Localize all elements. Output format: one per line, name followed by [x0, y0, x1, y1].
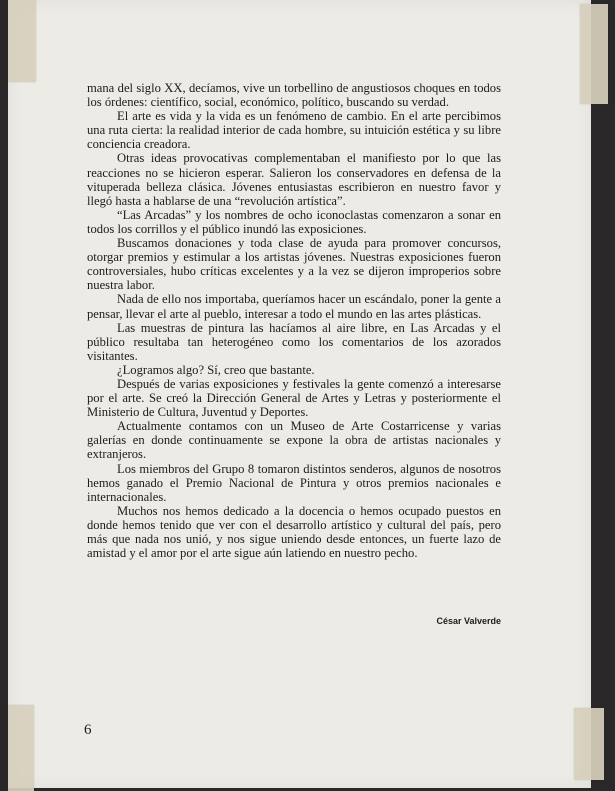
tape-bottom-right	[574, 708, 604, 780]
body-text	[87, 81, 501, 560]
paragraph: Otras ideas provocativas complementaban el manifiesto por lo que las reacciones no se hicieron esperar. Salieron los conservadores en defensa de la vituperada belleza clásica. Jóvenes entusiastas escribieron en nuestro favor y llegó hasta a hablarse de una “revolución artística”.	[87, 151, 501, 208]
tape-bottom-left	[8, 705, 34, 791]
paragraph: ¿Logramos algo? Sí, creo que bastante.	[117, 362, 315, 377]
author-signature: César Valverde	[436, 616, 501, 626]
page-number: 6	[84, 722, 92, 738]
paragraph: “Las Arcadas” y los nombres de ocho iconoclastas comenzaron a sonar en todos los corrillos y el público inundó las exposiciones.	[87, 207, 501, 236]
paragraph: Actualmente contamos con un Museo de Arte Costarricense y varias galerías en donde continuamente se expone la obra de artistas nacionales y extranjeros.	[87, 419, 501, 462]
paragraph: El arte es vida y la vida es un fenómeno de cambio. En el arte percibimos una ruta cierta: la realidad interior de cada hombre, su intuición estética y su libre conciencia creadora.	[87, 109, 501, 152]
paragraph: Muchos nos hemos dedicado a la docencia o hemos ocupado puestos en donde hemos tenido que ver con el desarrollo artístico y cultural del país, pero más que nada nos unió, y nos sigue uniendo desde entonces, un fuerte lazo de amistad y el amor por el arte sigue aún latiendo en nuestro pecho.	[87, 503, 501, 561]
paragraph: Nada de ello nos importaba, queríamos hacer un escándalo, poner la gente a pensar, llevar el arte al pueblo, interesar a todo el mundo en las artes plásticas.	[87, 292, 501, 321]
tape-top-right	[580, 4, 608, 104]
paragraph: Los miembros del Grupo 8 tomaron distintos senderos, algunos de nosotros hemos ganado el Premio Nacional de Pintura y otros premios nacionales e internacionales.	[87, 461, 501, 504]
paragraph: Las muestras de pintura las hacíamos al aire libre, en Las Arcadas y el público resultaba tan heterogéneo como los comentarios de los azorados visitantes.	[87, 320, 501, 363]
paragraph: Después de varias exposiciones y festivales la gente comenzó a interesarse por el arte. Se creó la Dirección General de Artes y Letras y posteriormente el Ministerio de Cultura, Juventud y Deportes.	[87, 376, 501, 420]
paragraph: Buscamos donaciones y toda clase de ayuda para promover concursos, otorgar premios y estimular a los artistas jóvenes. Nuestras exposiciones fueron controversiales, hubo críticas excelentes y a la vez se dijeron improperios sobre nuestra labor.	[87, 236, 501, 293]
paragraph: mana del siglo XX, decíamos, vive un torbellino de angustiosos choques en todos los órdenes: científico, social, económico, político, buscando su verdad.	[87, 81, 501, 110]
tape-top-left	[8, 0, 36, 82]
